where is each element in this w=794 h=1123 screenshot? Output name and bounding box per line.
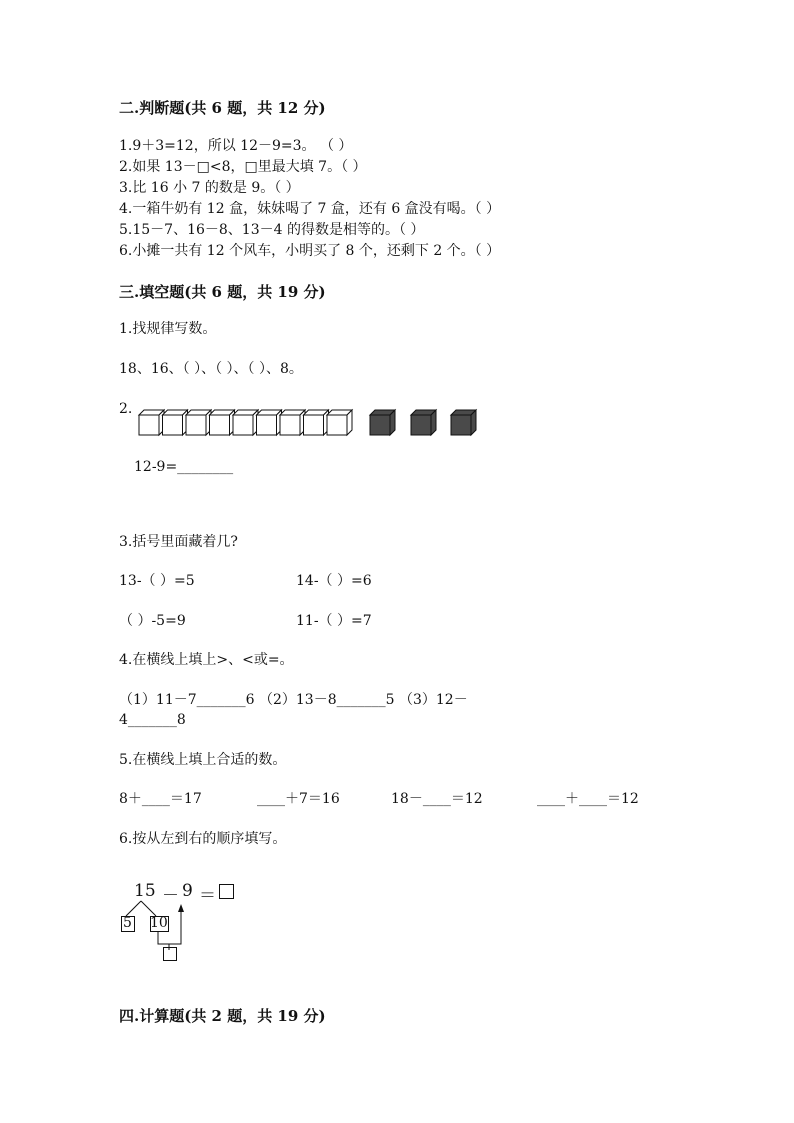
q5-eq4: ____＋____＝12	[537, 791, 639, 807]
q3-row2-left: （ ）-5=9	[119, 613, 186, 629]
q5-prompt: 5.在横线上填上合适的数。	[119, 752, 287, 768]
judgement-item-6: 6.小摊一共有 12 个风车，小明买了 8 个，还剩下 2 个。（ ）	[119, 243, 501, 259]
judgement-item-1: 1.9＋3=12，所以 12－9=3。 （ ）	[119, 138, 353, 154]
section-title-judgement: 二.判断题(共 6 题，共 12 分)	[119, 99, 326, 117]
q2-equation: 12-9=________	[134, 459, 234, 475]
q3-row1-left: 13-（ ）=5	[119, 573, 195, 589]
q6-split-b: 10	[150, 915, 168, 931]
judgement-item-2: 2.如果 13－□<8，□里最大填 7。（ ）	[119, 159, 367, 175]
q4-line2: 4_______8	[119, 712, 186, 728]
q6-equals-sign: ＝	[199, 886, 216, 906]
q6-minuend: 15	[134, 881, 156, 901]
q4-prompt: 4.在横线上填上>、<或=。	[119, 652, 294, 668]
section-title-fill-in: 三.填空题(共 6 题，共 19 分)	[119, 283, 326, 301]
q4-line1: （1）11－7_______6 （2）13－8_______5 （3）12－	[119, 692, 468, 708]
q1-sequence: 18、16、（ ）、（ ）、（ ）、8。	[119, 361, 303, 377]
q5-eq3: 18－____＝12	[391, 791, 483, 807]
q6-minus-sign: －	[162, 886, 179, 906]
judgement-item-3: 3.比 16 小 7 的数是 9。（ ）	[119, 180, 300, 196]
q6-subtrahend: 9	[182, 881, 193, 901]
q3-row2-right: 11-（ ）=7	[296, 613, 372, 629]
q2-label: 2.	[119, 401, 133, 417]
q6-result-box	[163, 947, 177, 961]
judgement-item-4: 4.一箱牛奶有 12 盒，妹妹喝了 7 盒，还有 6 盒没有喝。（ ）	[119, 201, 501, 217]
q3-row1-right: 14-（ ）=6	[296, 573, 372, 589]
q5-eq1: 8＋____＝17	[119, 791, 202, 807]
q6-split-a: 5	[123, 915, 132, 931]
q5-eq2: ____＋7＝16	[257, 791, 340, 807]
q1-prompt: 1.找规律写数。	[119, 321, 217, 337]
judgement-item-5: 5.15－7、16－8、13－4 的得数是相等的。（ ）	[119, 222, 425, 238]
q3-prompt: 3.括号里面藏着几?	[119, 534, 238, 550]
q6-prompt: 6.按从左到右的顺序填写。	[119, 831, 287, 847]
section-title-calculation: 四.计算题(共 2 题，共 19 分)	[119, 1007, 326, 1025]
